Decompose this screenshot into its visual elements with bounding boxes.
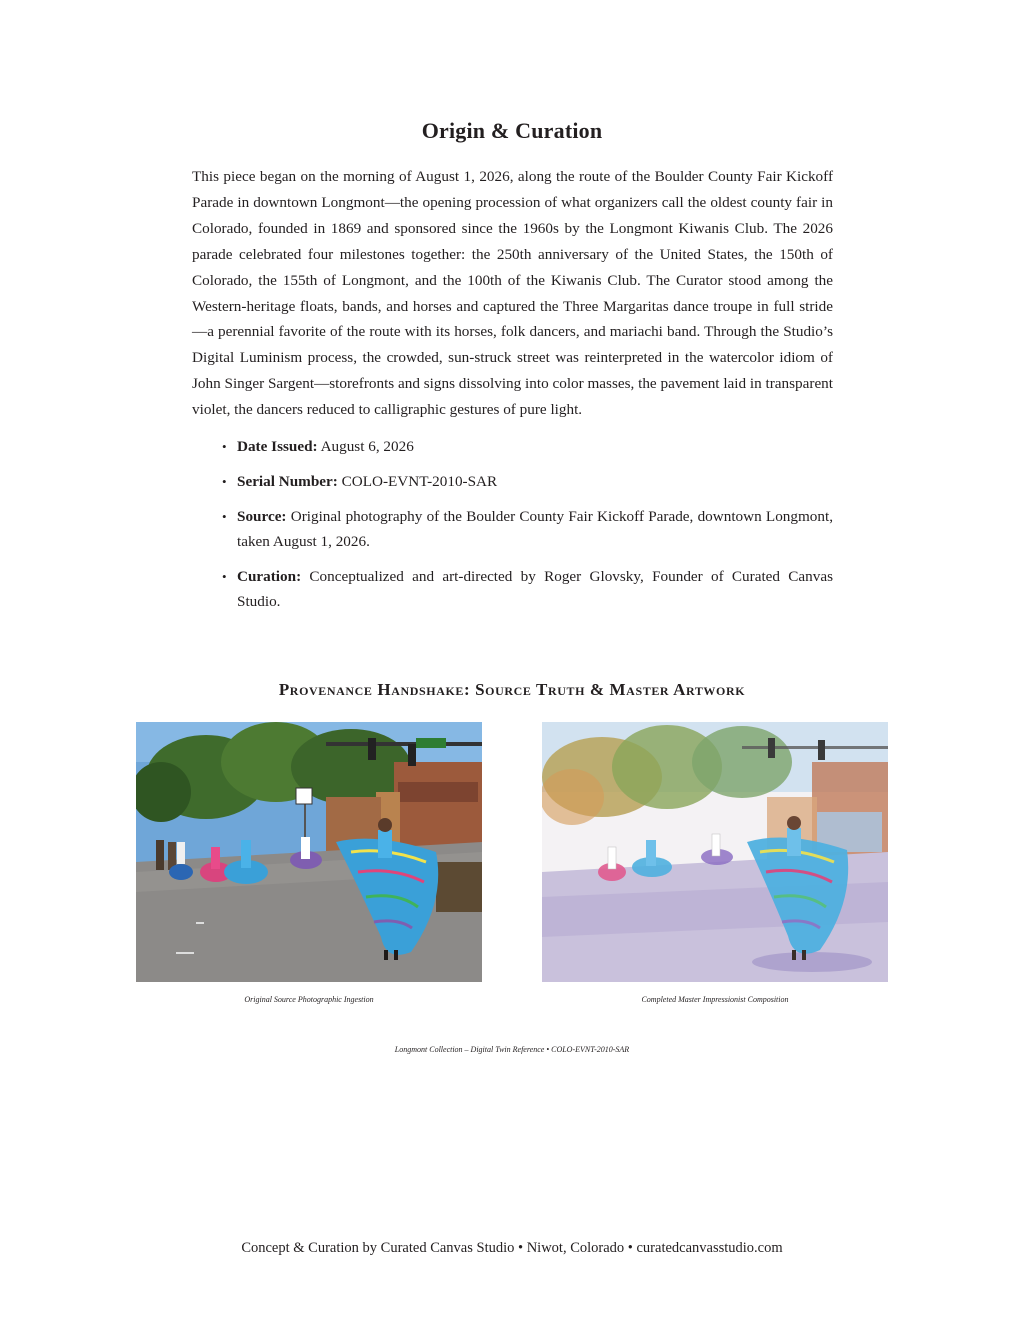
fact-label: Serial Number: <box>237 473 338 490</box>
facts-list <box>192 434 833 624</box>
bullet-icon: • <box>222 509 227 524</box>
origin-paragraph: This piece began on the morning of August 1, 2026, along the route of the Boulder County Fair Kickoff Parade in downtown Longmont—the opening procession of what organizers call the oldest county fair in Colorado, founded in 1869 and sponsored since the 1960s by the Longmont Kiwanis Club. The 2026 parade celebrated four milestones together: the 250th anniversary of the United States, the 150th of Colorado, the 155th of Longmont, and the 100th of the Kiwanis Club. The Curator stood among the Western-heritage floats, bands, and horses and captured the Three Margaritas dance troupe in full stride—a perennial favorite of the route with its horses, folk dancers, and mariachi band. Through the Studio’s Digital Luminism process, the crowded, sun-struck street was reinterpreted in the watercolor idiom of John Singer Sargent—storefronts and signs dissolving into color masses, the pavement laid in transparent violet, the dancers reduced to calligraphic gestures of pure light. <box>192 168 833 419</box>
source-photograph <box>136 722 482 982</box>
fact-source <box>192 504 833 554</box>
source-caption: Original Source Photographic Ingestion <box>244 995 374 1004</box>
fact-value: August 6, 2026 <box>320 438 414 455</box>
fact-value: COLO-EVNT-2010-SAR <box>341 473 498 490</box>
bullet-icon: • <box>222 439 227 454</box>
section-heading: Origin & Curation <box>421 118 603 143</box>
bullet-icon: • <box>222 474 227 489</box>
master-artwork <box>542 722 888 982</box>
fact-serial-number <box>192 469 833 494</box>
gallery-title: Provenance Handshake: Source Truth & Master Artwork <box>278 680 746 699</box>
fact-value: Original photography of the Boulder County Fair Kickoff Parade, downtown Longmont, taken August 1, 2026. <box>237 508 833 550</box>
fact-curation <box>192 564 833 614</box>
fact-date-issued <box>192 434 833 459</box>
artwork-caption: Completed Master Impressionist Composition <box>641 995 789 1004</box>
fact-label: Curation: <box>237 568 302 585</box>
bullet-icon: • <box>222 569 227 584</box>
collection-reference: Longmont Collection – Digital Twin Reference • COLO-EVNT-2010-SAR <box>394 1045 630 1054</box>
page-footer: Concept & Curation by Curated Canvas Studio • Niwot, Colorado • curatedcanvasstudio.com <box>241 1240 783 1256</box>
fact-label: Source: <box>237 508 287 525</box>
fact-value: Conceptualized and art-directed by Roger Glovsky, Founder of Curated Canvas Studio. <box>237 568 833 610</box>
fact-label: Date Issued: <box>237 438 318 455</box>
